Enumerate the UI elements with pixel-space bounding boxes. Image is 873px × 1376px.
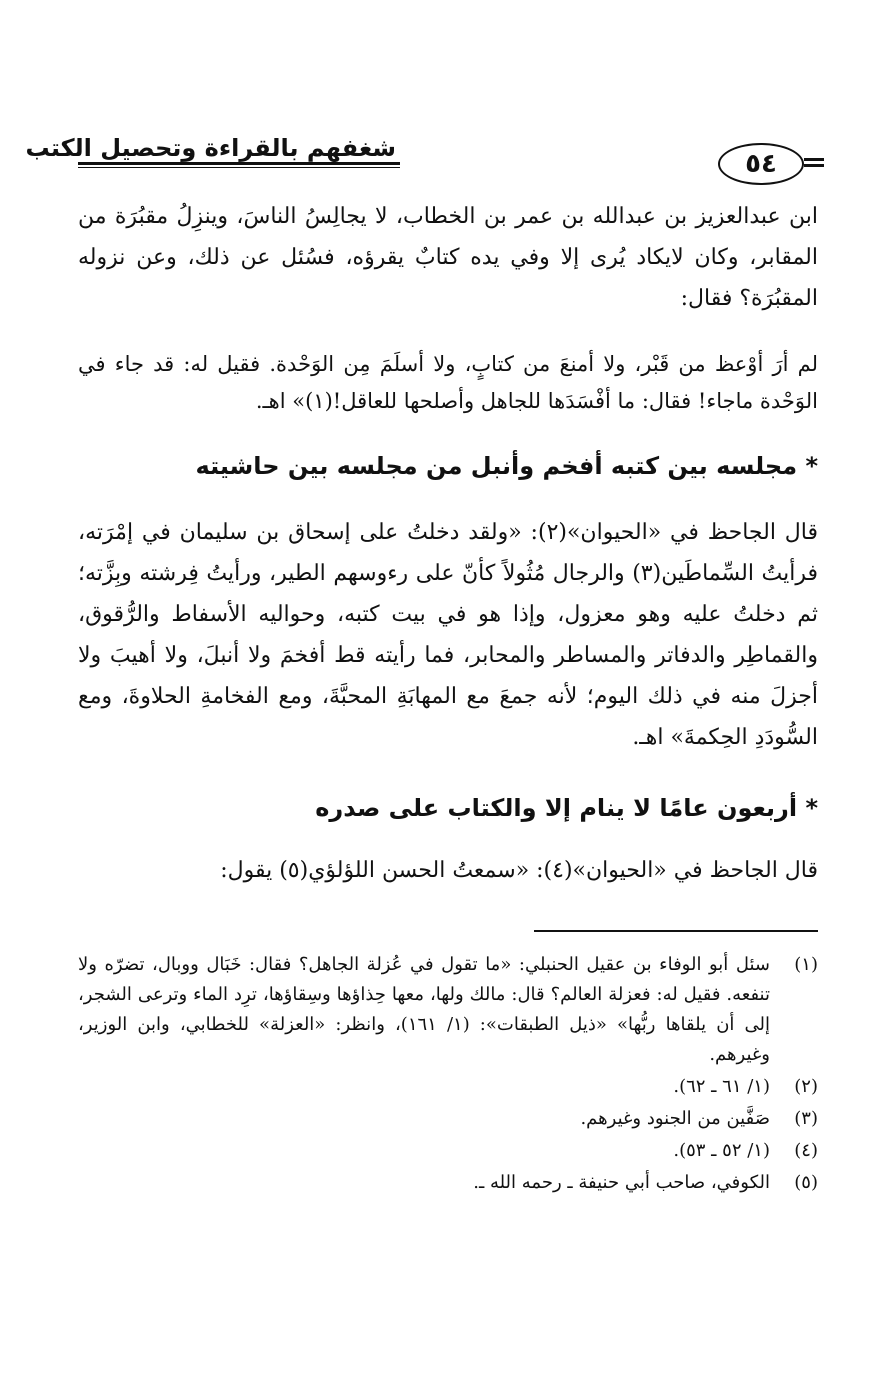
page-number-ornament	[804, 158, 824, 161]
footnote-text: (١/ ٦١ ـ ٦٢).	[673, 1076, 770, 1097]
page-header	[25, 128, 818, 186]
footnote-text: سئل أبو الوفاء بن عقيل الحنبلي: «ما تقول في عُزلة الجاهل؟ فقال: خَبَال ووبال، تضرّه ولا تنفعه. فقيل له: فعزلة العالم؟ قال: مالك ولها، معها حِذاؤها وسِقاؤها، ترِد الماء وترعى الشجر، إلى أن يلقاها ربُّها» «ذيل الطبقات»: (١/ ١٦١)، وانظر: «العزلة» للخطابي، وابن الوزير، وغيرهم.	[78, 954, 771, 1065]
page-number: ٥٤	[718, 143, 804, 185]
footnote-item	[78, 1168, 818, 1198]
running-title: شغفهم بالقراءة وتحصيل الكتب	[25, 134, 396, 162]
footnote-number: (٤)	[794, 1140, 818, 1161]
footnote-item	[78, 1104, 818, 1134]
footnotes	[78, 950, 818, 1200]
header-rule-thin	[78, 167, 400, 168]
footnote-item	[78, 1136, 818, 1166]
footnote-text: (١/ ٥٢ ـ ٥٣).	[673, 1140, 770, 1161]
footnote-text: الكوفي، صاحب أبي حنيفة ـ رحمه الله ـ.	[473, 1172, 770, 1193]
intro-paragraph-block	[78, 196, 818, 319]
quote-paragraph: لم أرَ أوْعظ من قَبْر، ولا أمنعَ من كتابٍ، ولا أسلَمَ مِن الوَحْدة. فقيل له: قد جاء في الوَحْدة ماجاء! فقال: ما أفْسَدَها للجاهل وأصلحها للعاقل!(١)» اهـ.	[78, 352, 818, 413]
footnote-number: (٥)	[794, 1172, 818, 1193]
footnote-number: (١)	[794, 954, 818, 975]
footnote-separator	[534, 930, 818, 932]
section-2-block	[78, 850, 818, 891]
footnote-number: (٣)	[794, 1108, 818, 1129]
section-1-paragraph: قال الجاحظ في «الحيوان»(٢): «ولقد دخلتُ على إسحاق بن سليمان في إمْرَته، فرأيتُ السِّماطَين(٣) والرجال مُثُولاً كأنّ على رءوسهم الطير، ورأيتُ فِرشته وبِزَّته؛ ثم دخلتُ عليه وهو معزول، وإذا هو في بيت كتبه، وحواليه الأسفاط والرُّقوق، والقماطِر والدفاتر والمساطر والمحابر، فما رأيته قط أفخمَ ولا أنبلَ، ولا أهيبَ ولا أجزلَ منه في ذلك اليوم؛ لأنه جمعَ مع المهابَةِ المحبَّةَ، ومع الفخامةِ الحلاوةَ، ومع السُّودَدِ الحِكمةَ» اهـ.	[78, 520, 819, 750]
quote-block	[78, 346, 818, 420]
section-heading-1: * مجلسه بين كتبه أفخم وأنبل من مجلسه بين حاشيته	[195, 452, 818, 480]
header-rule	[78, 162, 400, 165]
section-1-block	[78, 512, 818, 758]
page-number-ornament-lower	[804, 164, 824, 167]
intro-paragraph: ابن عبدالعزيز بن عبدالله بن عمر بن الخطاب، لا يجالِسُ الناسَ، وينزِلُ مقبُرَة من المقابر، وكان لايكاد يُرى إلا وفي يده كتابٌ يقرؤه، فسُئل عن ذلك، وعن نزوله المقبُرَة؟ فقال:	[78, 204, 818, 311]
section-2-paragraph: قال الجاحظ في «الحيوان»(٤): «سمعتُ الحسن اللؤلؤي(٥) يقول:	[220, 858, 818, 883]
footnote-number: (٢)	[794, 1076, 818, 1097]
section-heading-2: * أربعون عامًا لا ينام إلا والكتاب على صدره	[315, 794, 818, 822]
footnote-text: صَفَّين من الجنود وغيرهم.	[580, 1108, 770, 1129]
footnote-item	[78, 1072, 818, 1102]
footnote-item	[78, 950, 818, 1070]
